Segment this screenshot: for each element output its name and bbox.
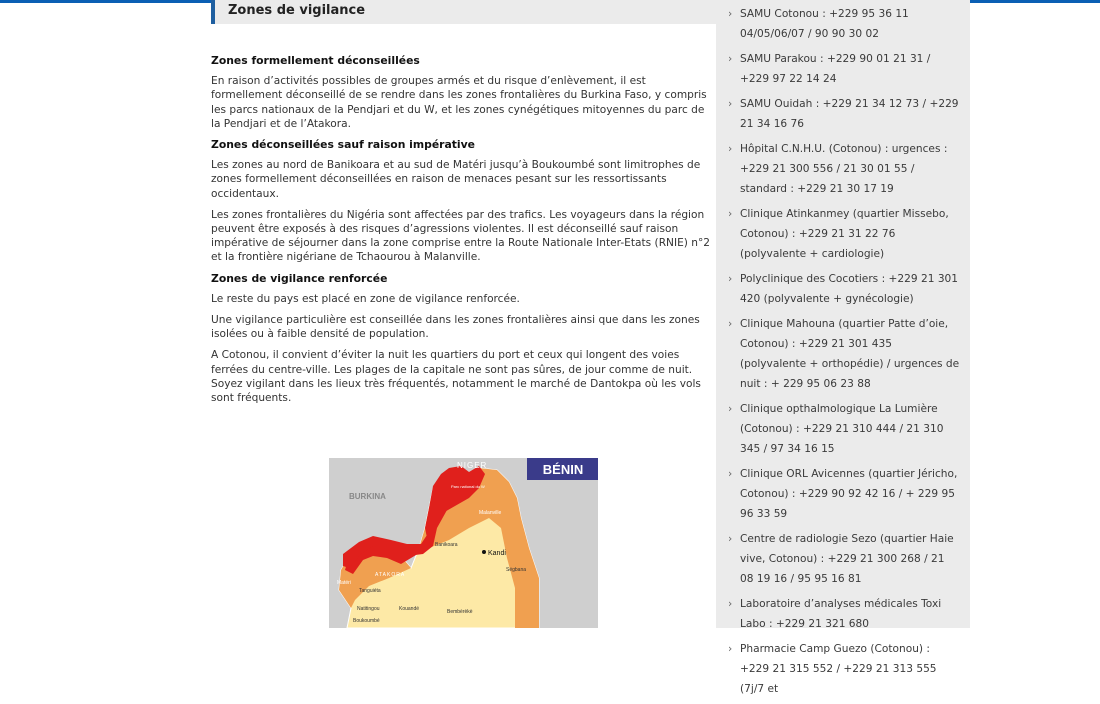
map-label-burkina: BURKINA bbox=[349, 492, 386, 501]
list-item: › Centre de radiologie Sezo (quartier Haie vive, Cotonou) : +229 21 300 268 / 21 08 19 16 / 95 95 16 81 bbox=[728, 529, 960, 594]
section-title: Zones de vigilance bbox=[211, 0, 716, 24]
map-label-kouande: Kouandé bbox=[399, 606, 420, 612]
paragraph: Les zones au nord de Banikoara et au sud de Matéri jusqu’à Boukoumbé sont limitrophes de zones formellement déconseillées en raison de menaces pesant sur les ressortissants occidentaux. bbox=[211, 159, 701, 200]
map-label-segbana: Ségbana bbox=[506, 567, 527, 573]
list-item: › SAMU Ouidah : +229 21 34 12 73 / +229 21 34 16 76 bbox=[728, 94, 960, 139]
map-label-banikoara: Banikoara bbox=[435, 542, 458, 548]
main-content bbox=[211, 0, 716, 412]
paragraph: Les zones frontalières du Nigéria sont affectées par des trafics. Les voyageurs dans la région peuvent être exposés à des risques d’agressions violentes. Il est déconseillé sauf raison impérative de séjourner dans la zone comprise entre la Route Nationale Inter-Etats (RNIE) n°2 et la frontière nigériane de Tchaourou à Malanville. bbox=[211, 208, 711, 264]
contacts-list bbox=[716, 0, 970, 704]
list-item: › Clinique Atinkanmey (quartier Missebo, Cotonou) : +229 21 31 22 76 (polyvalente + cardiologie) bbox=[728, 204, 960, 269]
heading-heightened-vigilance: Zones de vigilance renforcée bbox=[211, 271, 388, 285]
paragraph: En raison d’activités possibles de groupes armés et du risque d’enlèvement, il est formellement déconseillé de se rendre dans les zones frontalières du Burkina Faso, y compris les parcs nationaux de la Pendjari et du W, et les zones cynégétiques mitoyennes du parc de la Pendjari et de l’Atakora. bbox=[211, 75, 707, 130]
paragraph: A Cotonou, il convient d’éviter la nuit les quartiers du port et ceux qui longent des voies ferrées du centre-ville. Les plages de la capitale ne sont pas sûres, de jour comme de nuit. Soyez vigilant dans les lieux très fréquentés, notamment le marché de Dantokpa où les vols sont fréquents. bbox=[211, 349, 701, 405]
map-label-niger: NIGER bbox=[457, 461, 488, 470]
list-item: › Polyclinique des Cocotiers : +229 21 301 420 (polyvalente + gynécologie) bbox=[728, 269, 960, 314]
list-item: › Pharmacie Camp Guezo (Cotonou) : +229 21 315 552 / +229 21 313 555 (7j/7 et bbox=[728, 639, 960, 704]
list-item: › SAMU Cotonou : +229 95 36 11 04/05/06/07 / 90 90 30 02 bbox=[728, 4, 960, 49]
advisory-text bbox=[211, 54, 716, 405]
list-item: › Clinique ORL Avicennes (quartier Jéricho, Cotonou) : +229 90 92 42 16 / + 229 95 96 33 59 bbox=[728, 464, 960, 529]
map-label-malanville: Malanville bbox=[479, 510, 502, 516]
map-label-natitingou: Natitingou bbox=[357, 606, 380, 612]
heading-discouraged-unless-imperative: Zones déconseillées sauf raison impérative bbox=[211, 138, 475, 152]
map-label-materi: Matéri bbox=[337, 580, 351, 586]
map-label-park: Parc national du W bbox=[451, 484, 485, 489]
list-item: › SAMU Parakou : +229 90 01 21 31 / +229 97 22 14 24 bbox=[728, 49, 960, 94]
vigilance-map bbox=[329, 458, 598, 628]
map-label-boukoumbe: Boukoumbé bbox=[353, 618, 380, 624]
map-country-label: BÉNIN bbox=[542, 462, 584, 477]
paragraph: Une vigilance particulière est conseillée dans les zones frontalières ainsi que dans les zones isolées ou à faible densité de population. bbox=[211, 314, 700, 341]
paragraph: Le reste du pays est placé en zone de vigilance renforcée. bbox=[211, 292, 520, 305]
list-item: › Clinique opthalmologique La Lumière (Cotonou) : +229 21 310 444 / 21 310 345 / 97 34 16 15 bbox=[728, 399, 960, 464]
map-label-tanguieta: Tanguiéta bbox=[359, 588, 381, 594]
emergency-contacts-sidebar bbox=[716, 0, 970, 695]
list-item: › Hôpital C.N.H.U. (Cotonou) : urgences : +229 21 300 556 / 21 30 01 55 / standard : +229 21 30 17 19 bbox=[728, 139, 960, 204]
map-label-kandi: Kandi bbox=[488, 550, 506, 557]
map-label-atakora: ATAKORA bbox=[375, 572, 406, 578]
list-item: › Laboratoire d’analyses médicales Toxi Labo : +229 21 321 680 bbox=[728, 594, 960, 639]
heading-formally-discouraged: Zones formellement déconseillées bbox=[211, 54, 420, 67]
map-label-bembereke: Bembèrèkè bbox=[447, 609, 473, 615]
list-item: › Clinique Mahouna (quartier Patte d’oie, Cotonou) : +229 21 301 435 (polyvalente + orthopédie) / urgences de nuit : + 229 95 06 23 88 bbox=[728, 314, 960, 399]
